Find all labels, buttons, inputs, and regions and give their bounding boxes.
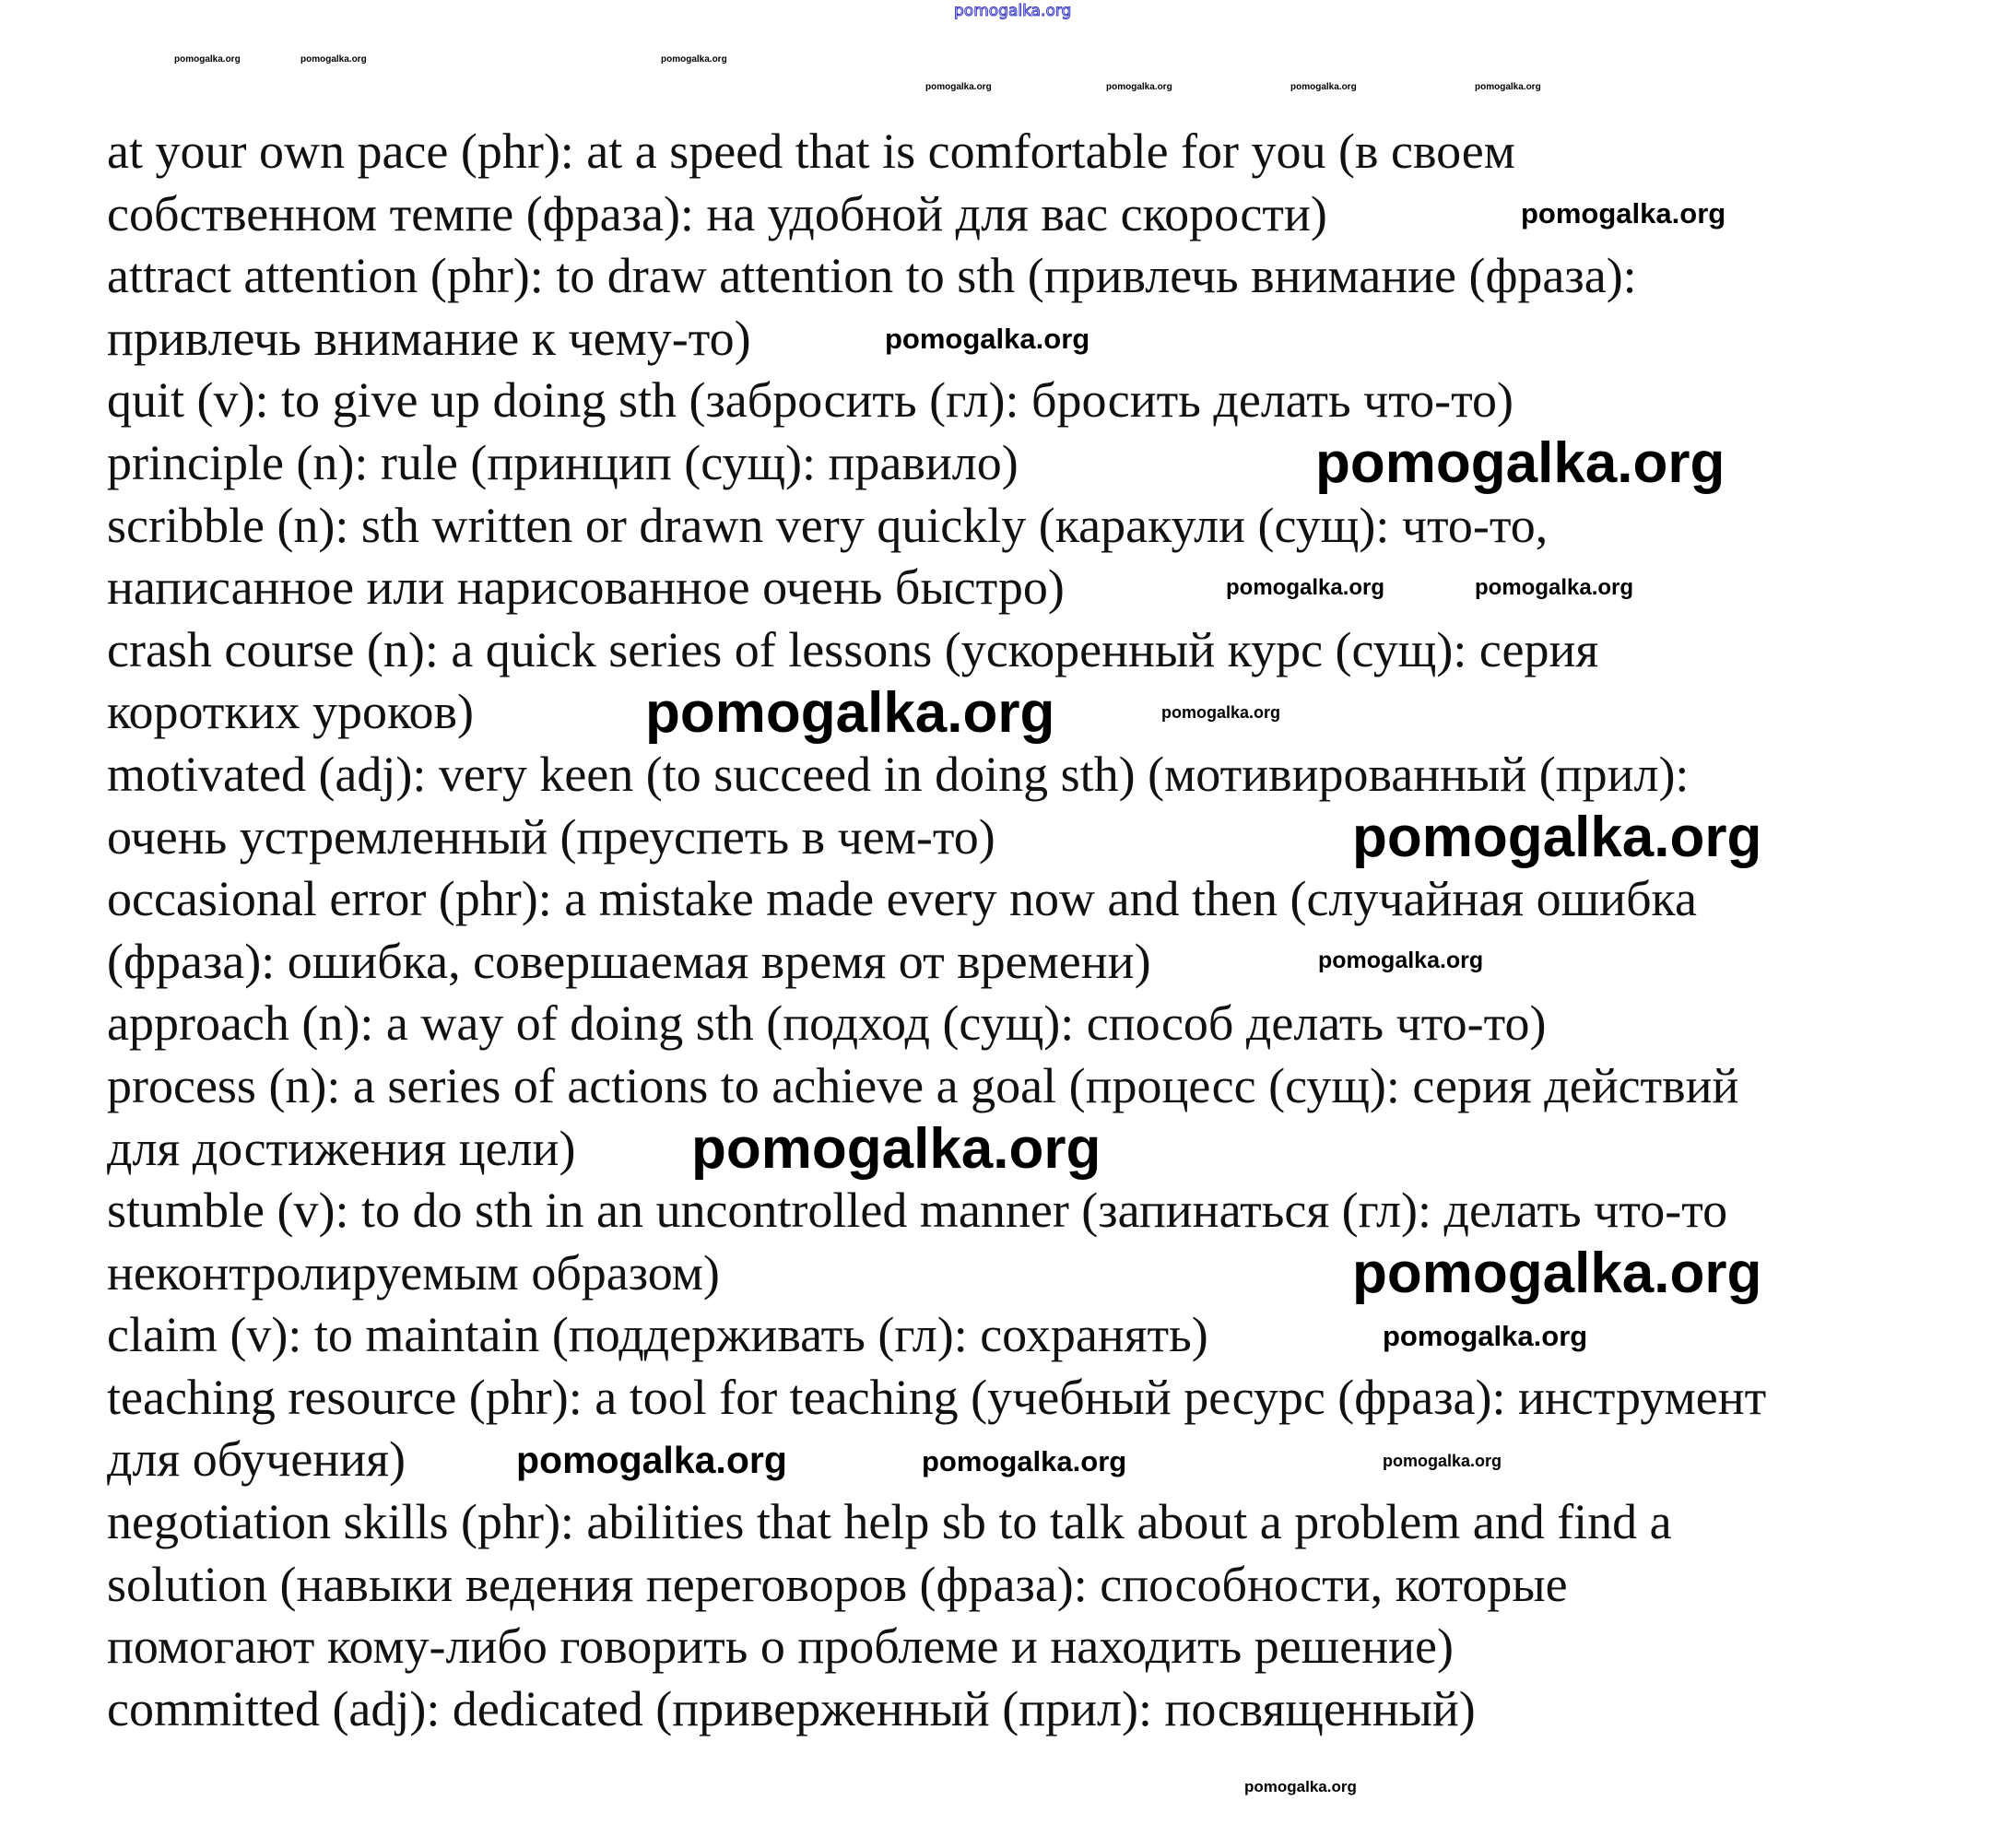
vocab-line: principle (n): rule (принцип (сущ): правило) — [107, 434, 1019, 490]
watermark: pomogalka.org — [925, 82, 992, 92]
vocab-line: помогают кому-либо говорить о проблеме и находить решение) — [107, 1618, 1454, 1675]
vocab-line: attract attention (phr): to draw attention to sth (привлечь внимание (фраза): — [107, 248, 1637, 304]
watermark: pomogalka.org — [1315, 431, 1725, 495]
vocab-line: committed (adj): dedicated (приверженный (прил): посвященный) — [107, 1680, 1476, 1736]
vocab-line: quit (v): to give up doing sth (забросить (гл): бросить делать что-то) — [107, 372, 1513, 429]
watermark: pomogalka.org — [1318, 948, 1484, 973]
watermark: pomogalka.org — [174, 54, 241, 65]
vocab-line: scribble (n): sth written or drawn very quickly (каракули (сущ): что-то, — [107, 497, 1549, 553]
vocab-line: negotiation skills (phr): abilities that help sb to talk about a problem and find a — [107, 1494, 1672, 1550]
watermark: pomogalka.org — [1475, 575, 1634, 600]
header-watermark: pomogalka.org — [954, 2, 1072, 20]
watermark: pomogalka.org — [516, 1439, 787, 1481]
watermark: pomogalka.org — [1521, 197, 1726, 230]
vocab-line: (фраза): ошибка, совершаемая время от времени) — [107, 933, 1151, 989]
watermark: pomogalka.org — [1161, 703, 1281, 722]
vocab-line: solution (навыки ведения переговоров (фраза): способности, которые — [107, 1556, 1568, 1612]
watermark: pomogalka.org — [300, 54, 367, 65]
vocab-line: собственном темпе (фраза): на удобной для вас скорости) — [107, 185, 1327, 241]
watermark: pomogalka.org — [691, 1117, 1101, 1181]
vocab-line: motivated (adj): very keen (to succeed in doing sth) (мотивированный (прил): — [107, 746, 1690, 802]
watermark: pomogalka.org — [1106, 82, 1172, 92]
vocab-line: occasional error (phr): a mistake made every now and then (случайная ошибка — [107, 871, 1697, 927]
watermark: pomogalka.org — [1290, 82, 1357, 92]
watermark: pomogalka.org — [1383, 1320, 1588, 1352]
vocab-line: claim (v): to maintain (поддерживать (гл): сохранять) — [107, 1307, 1208, 1363]
watermark: pomogalka.org — [1352, 1242, 1762, 1305]
vocab-line: коротких уроков) — [107, 684, 474, 740]
vocab-line: approach (n): a way of doing sth (подход (сущ): способ делать что-то) — [107, 995, 1547, 1052]
vocab-line: очень устремленный (преуспеть в чем-то) — [107, 808, 995, 865]
vocab-line: написанное или нарисованное очень быстро) — [107, 559, 1065, 616]
vocab-line: для обучения) — [107, 1431, 406, 1488]
watermark: pomogalka.org — [1383, 1452, 1502, 1470]
watermark: pomogalka.org — [1352, 806, 1762, 869]
watermark: pomogalka.org — [1475, 82, 1541, 92]
watermark: pomogalka.org — [661, 54, 727, 65]
watermark: pomogalka.org — [1244, 1778, 1357, 1795]
vocab-line: stumble (v): to do sth in an uncontrolled manner (запинаться (гл): делать что-то — [107, 1183, 1728, 1239]
watermark: pomogalka.org — [885, 323, 1090, 355]
watermark: pomogalka.org — [645, 681, 1055, 745]
vocabulary-list — [107, 121, 1766, 1740]
vocab-line: at your own pace (phr): at a speed that is comfortable for you (в своем — [107, 124, 1515, 179]
vocab-line: привлечь внимание к чему-то) — [107, 310, 751, 366]
vocab-line: для достижения цели) — [107, 1120, 576, 1176]
vocab-line: process (n): a series of actions to achieve a goal (процесс (сущ): серия действий — [107, 1057, 1739, 1113]
vocab-line: неконтролируемым образом) — [107, 1244, 720, 1301]
vocab-line: crash course (n): a quick series of lessons (ускоренный курс (сущ): серия — [107, 621, 1599, 677]
vocab-line: teaching resource (phr): a tool for teaching (учебный ресурс (фраза): инструмент — [107, 1369, 1767, 1425]
watermark: pomogalka.org — [922, 1445, 1127, 1477]
watermark: pomogalka.org — [1226, 575, 1385, 600]
